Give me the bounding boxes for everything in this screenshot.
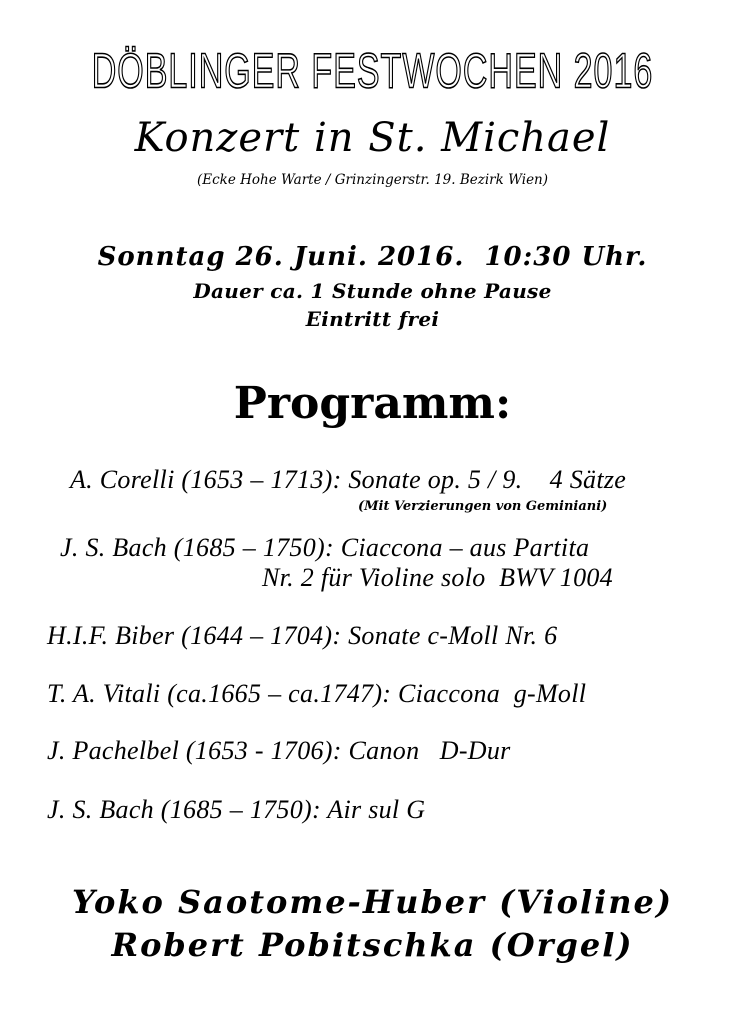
program-item-biber: H.I.F. Biber (1644 – 1704): Sonate c-Moll Nr. 6 (47, 621, 558, 650)
event-admission: Eintritt frei (305, 307, 440, 331)
performer-violin: Yoko Saotome-Huber (Violine) (71, 883, 674, 921)
venue-note: (Ecke Hohe Warte / Grinzingerstr. 19. Bezirk Wien) (196, 172, 549, 188)
performer-organ: Robert Pobitschka (Orgel) (111, 926, 634, 964)
program-item-corelli: A. Corelli (1653 – 1713): Sonate op. 5 / 9. 4 Sätze (70, 465, 627, 494)
program-item-bach-ciaccona-line2: Nr. 2 für Violine solo BWV 1004 (262, 563, 613, 592)
concert-title: Konzert in St. Michael (134, 115, 611, 161)
program-item-bach-ciaccona: J. S. Bach (1685 – 1750): Ciaccona – aus Partita (60, 533, 590, 562)
program-item-bach-air: J. S. Bach (1685 – 1750): Air sul G (47, 795, 426, 824)
program-item-vitali: T. A. Vitali (ca.1665 – ca.1747): Ciaccona g-Moll (47, 679, 587, 708)
program-item-pachelbel: J. Pachelbel (1653 - 1706): Canon D-Dur (47, 736, 511, 765)
event-duration: Dauer ca. 1 Stunde ohne Pause (193, 279, 552, 303)
program-heading: Programm: (233, 378, 512, 429)
festival-title: DÖBLINGER FESTWOCHEN 2016 (91, 44, 654, 100)
event-date-time: Sonntag 26. Juni. 2016. 10:30 Uhr. (97, 242, 648, 272)
program-item-corelli-note: (Mit Verzierungen von Geminiani) (358, 499, 608, 514)
